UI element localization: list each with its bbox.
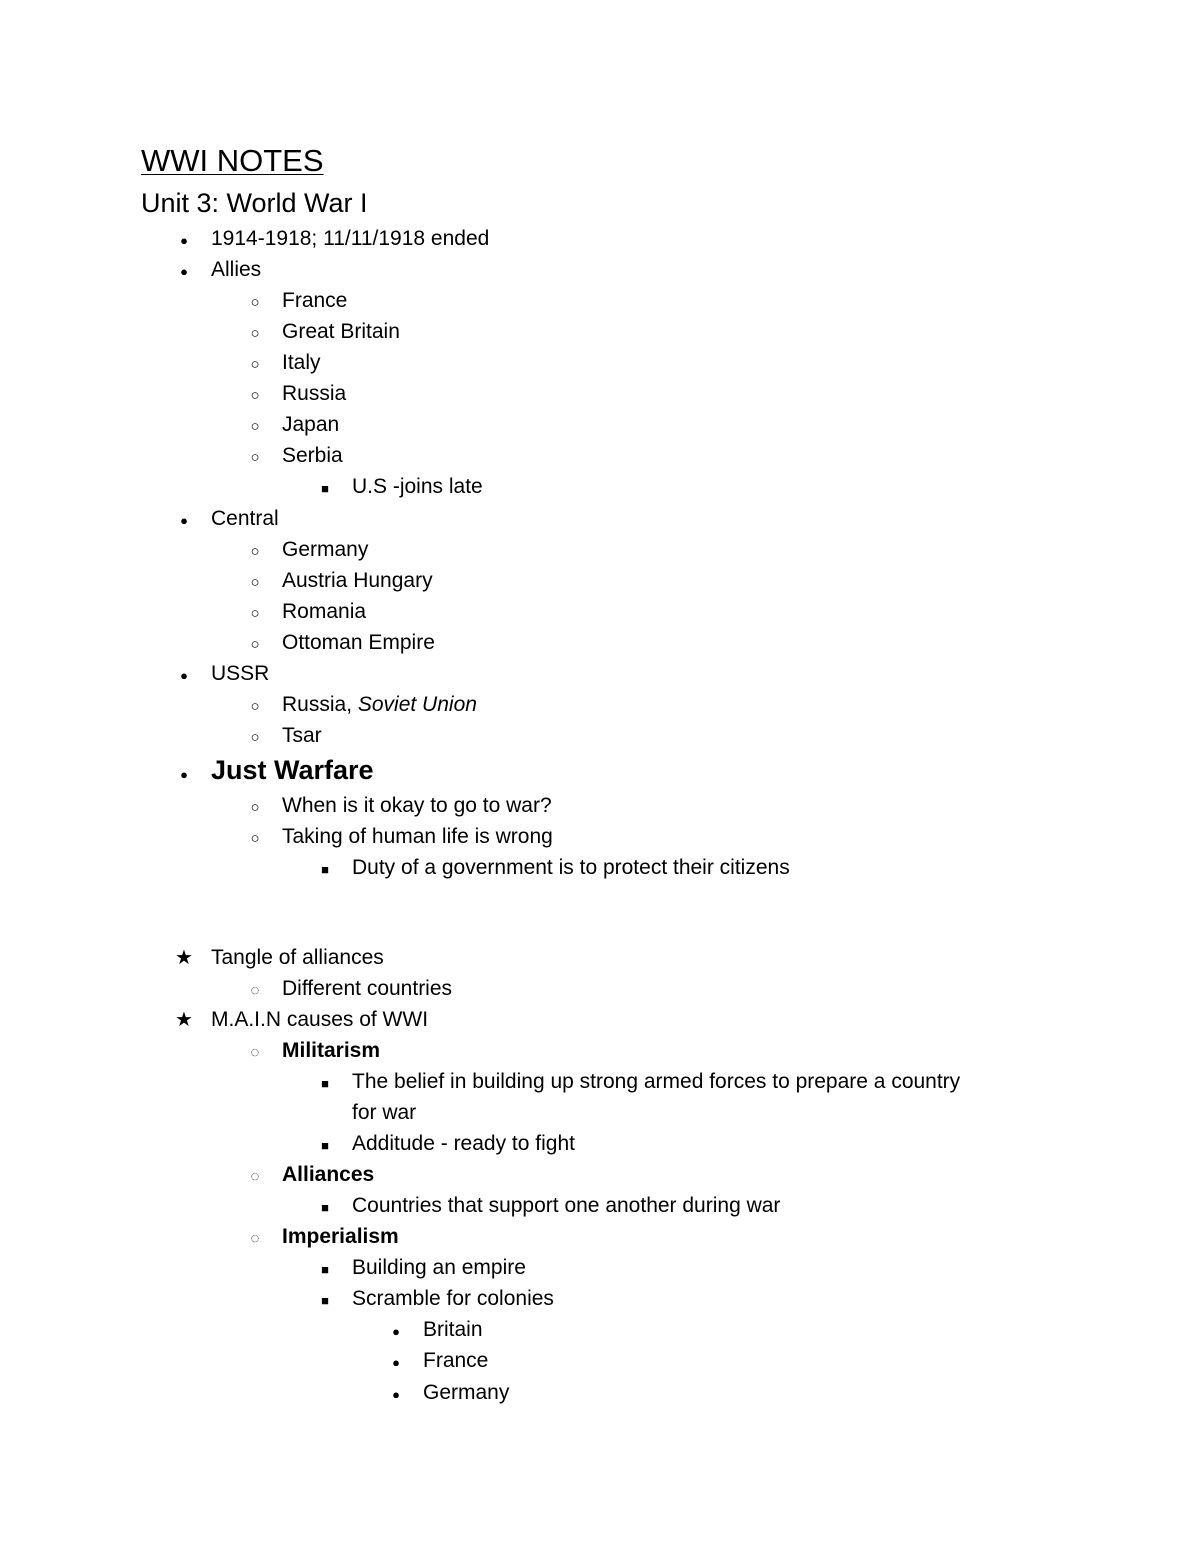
outline-item-text: [282, 1035, 380, 1066]
outline-item-text: [282, 285, 347, 316]
bullet-dot-icon: [174, 223, 194, 256]
bullet-dot-icon: [386, 1345, 406, 1378]
outline-item-text: [211, 503, 279, 534]
bullet-circle-icon: [245, 565, 265, 598]
bullet-dot-icon: [174, 658, 194, 691]
document-title: WWI NOTES: [141, 143, 324, 178]
bullet-square-icon: [315, 1128, 335, 1161]
outline-text: Countries that support one another during war: [352, 1194, 781, 1217]
outline-item-text: [352, 1283, 554, 1314]
outline-text: for war: [352, 1101, 417, 1124]
outline-item-text: [211, 254, 261, 285]
outline-text: Different countries: [282, 977, 453, 1000]
outline-text: Duty of a government is to protect their citizens: [352, 856, 790, 879]
dashed-circle-bullet-icon: [245, 1221, 265, 1254]
outline-item-text: [282, 347, 321, 378]
outline-item-text: [282, 973, 452, 1004]
outline-text: Just Warfare: [211, 755, 374, 785]
outline-text: When is it okay to go to war?: [282, 794, 552, 817]
outline-text: Scramble for colonies: [352, 1287, 554, 1310]
dashed-circle-bullet-icon: [245, 1159, 265, 1192]
dashed-circle-bullet-icon: [245, 1035, 265, 1068]
outline-text: Taking of human life is wrong: [282, 825, 553, 848]
outline-item-text: [211, 942, 384, 973]
outline-item-text: [282, 565, 433, 596]
outline-text: Austria Hungary: [282, 569, 433, 592]
outline-item-text: [352, 1190, 780, 1221]
bullet-square-icon: [315, 852, 335, 885]
star-bullet-icon: [174, 942, 194, 974]
bullet-circle-icon: [245, 316, 265, 349]
outline-item-text: [282, 627, 435, 658]
outline-text: Britain: [423, 1318, 483, 1341]
bullet-circle-icon: [245, 409, 265, 442]
outline-item-text: [352, 1252, 526, 1283]
bullet-square-icon: [315, 1283, 335, 1316]
outline-item-text: [352, 471, 483, 502]
outline-item-text: [211, 1004, 428, 1035]
outline-item-text: [282, 1159, 374, 1190]
bullet-circle-icon: [245, 440, 265, 473]
bullet-square-icon: [315, 1252, 335, 1285]
bullet-circle-icon: [245, 627, 265, 660]
outline-text: Ottoman Empire: [282, 631, 435, 654]
outline-item-text: [211, 223, 489, 254]
bullet-square-icon: [315, 1190, 335, 1223]
outline-item-text: [211, 752, 374, 788]
bullet-square-icon: [315, 471, 335, 504]
outline-text: Tangle of alliances: [211, 946, 384, 969]
outline-text: Serbia: [282, 444, 343, 467]
outline-text: Building an empire: [352, 1256, 526, 1279]
outline-item-text: [211, 658, 269, 689]
outline-text: The belief in building up strong armed forces to prepare a country: [352, 1070, 961, 1093]
outline-item-text: [423, 1314, 483, 1345]
bullet-circle-icon: [245, 534, 265, 567]
outline-item-text: [282, 534, 368, 565]
bullet-dot-icon: [174, 503, 194, 536]
outline-italic-text: Soviet Union: [357, 693, 477, 716]
bullet-dot-icon: [386, 1314, 406, 1347]
outline-item-text: [352, 1066, 960, 1097]
outline-text: Russia: [282, 382, 347, 405]
outline-item-text: [352, 852, 790, 883]
outline-item-text: [352, 1128, 575, 1159]
outline-text: Central: [211, 507, 279, 530]
outline-text: Tsar: [282, 724, 322, 747]
outline-text: 1914-1918; 11/11/1918 ended: [211, 227, 490, 250]
bullet-dot-icon: [174, 752, 194, 793]
outline-item-text: [282, 720, 322, 751]
outline-text: Imperialism: [282, 1225, 399, 1248]
outline-text: Italy: [282, 351, 321, 374]
outline-item-text: [282, 409, 339, 440]
outline-item-text: [282, 596, 366, 627]
outline-text: Germany: [423, 1381, 510, 1404]
outline-text: USSR: [211, 662, 270, 685]
outline-text: Romania: [282, 600, 367, 623]
star-bullet-icon: [174, 1004, 194, 1036]
bullet-square-icon: [315, 1066, 335, 1099]
outline-item-text: [282, 821, 553, 852]
outline-text: France: [423, 1349, 489, 1372]
outline-text: Alliances: [282, 1163, 375, 1186]
outline-text: Militarism: [282, 1039, 381, 1062]
outline-item-text: [282, 440, 343, 471]
bullet-circle-icon: [245, 821, 265, 854]
bullet-circle-icon: [245, 689, 265, 722]
outline-item-text: [282, 790, 552, 821]
bullet-circle-icon: [245, 790, 265, 823]
outline-text: M.A.I.N causes of WWI: [211, 1008, 429, 1031]
outline-item-text: [282, 378, 346, 409]
unit-heading: Unit 3: World War I: [141, 188, 368, 218]
outline-text: Great Britain: [282, 320, 400, 343]
outline-text: U.S -joins late: [352, 475, 483, 498]
bullet-circle-icon: [245, 285, 265, 318]
outline-item-text: [352, 1097, 416, 1128]
bullet-circle-icon: [245, 596, 265, 629]
outline-item-text: [423, 1345, 488, 1376]
bullet-circle-icon: [245, 347, 265, 380]
outline-text: Allies: [211, 258, 262, 281]
outline-text: France: [282, 289, 348, 312]
bullet-dot-icon: [386, 1377, 406, 1410]
bullet-circle-icon: [245, 378, 265, 411]
outline-item-text: [423, 1377, 509, 1408]
outline-item-text: [282, 689, 477, 720]
bullet-dot-icon: [174, 254, 194, 287]
outline-text: Germany: [282, 538, 369, 561]
outline-text: Additude - ready to fight: [352, 1132, 575, 1155]
dashed-circle-bullet-icon: [245, 973, 265, 1006]
outline-item-text: [282, 316, 400, 347]
outline-item-text: [282, 1221, 399, 1252]
outline-text: Russia,: [282, 693, 358, 716]
outline-text: Japan: [282, 413, 340, 436]
bullet-circle-icon: [245, 720, 265, 753]
